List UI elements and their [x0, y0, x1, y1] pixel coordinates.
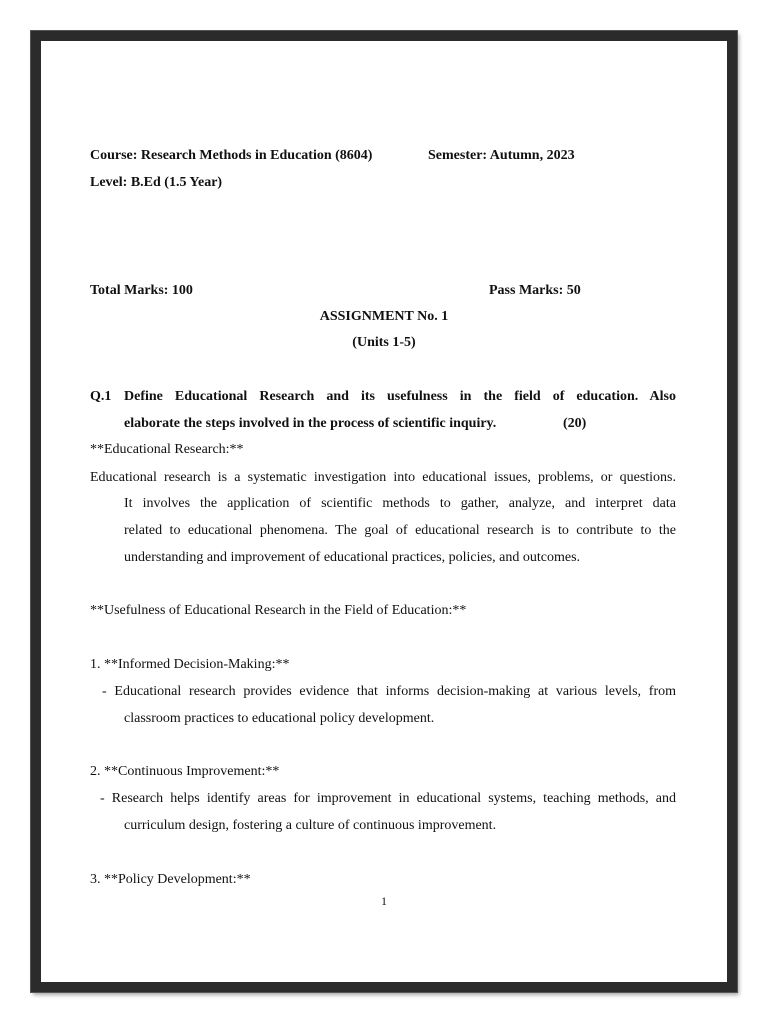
- course-label: Course: Research Methods in Education (8604): [90, 148, 373, 163]
- item-title-2: 2. **Continuous Improvement:**: [90, 764, 280, 779]
- question-marks: (20): [563, 416, 587, 431]
- paragraph-line-2: It involves the application of scientific methods to gather, analyze, and interpret data: [124, 496, 676, 511]
- item-2-line-1: - Research helps identify areas for improvement in educational systems, teaching methods, and: [100, 791, 676, 806]
- item-title-1: 1. **Informed Decision-Making:**: [90, 657, 290, 672]
- paragraph-line-3: related to educational phenomena. The goal of educational research is to contribute to the: [124, 523, 676, 538]
- item-2-line-2: curriculum design, fostering a culture of continuous improvement.: [124, 818, 497, 833]
- item-title-3: 3. **Policy Development:**: [90, 872, 251, 887]
- question-number: Q.1: [90, 389, 112, 404]
- assignment-title: ASSIGNMENT No. 1: [319, 309, 449, 324]
- semester-label: Semester: Autumn, 2023: [428, 148, 575, 163]
- page-number: 1: [381, 894, 387, 908]
- heading-educational-research: **Educational Research:**: [90, 442, 244, 457]
- heading-usefulness: **Usefulness of Educational Research in the Field of Education:**: [90, 603, 467, 618]
- total-marks-label: Total Marks: 100: [90, 283, 193, 298]
- units-label: (Units 1-5): [352, 335, 416, 350]
- question-line-1: Define Educational Research and its usefulness in the field of education. Also: [124, 389, 676, 404]
- item-1-line-1: - Educational research provides evidence that informs decision-making at various levels, from: [102, 684, 676, 699]
- question-line-2: elaborate the steps involved in the process of scientific inquiry.: [124, 416, 497, 431]
- pass-marks-label: Pass Marks: 50: [489, 283, 581, 298]
- item-1-line-2: classroom practices to educational policy development.: [124, 711, 435, 726]
- paragraph-line-1: Educational research is a systematic investigation into educational issues, problems, or questions.: [90, 470, 676, 485]
- paragraph-line-4: understanding and improvement of educational practices, policies, and outcomes.: [124, 550, 581, 565]
- level-label: Level: B.Ed (1.5 Year): [90, 175, 223, 190]
